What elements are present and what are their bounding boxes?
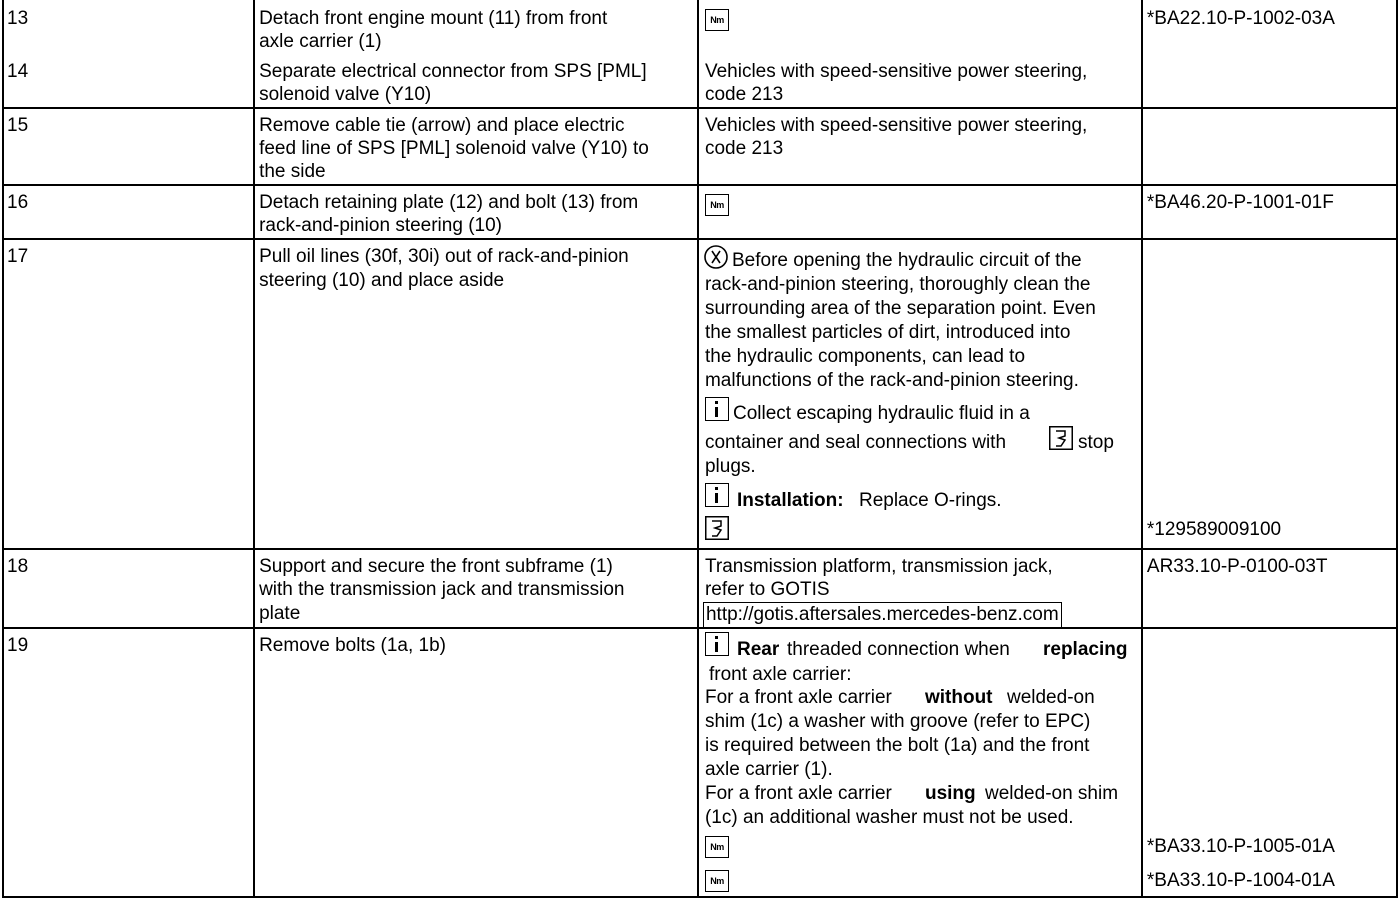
info-line: stop [1077, 432, 1114, 453]
para-text: welded-on [1006, 687, 1095, 708]
description-line: solenoid valve (Y10) [259, 84, 432, 105]
description-line: plate [259, 603, 301, 624]
table-row [3, 628, 1397, 897]
para-bold-text: using [924, 783, 976, 804]
note-cell [698, 0, 1142, 108]
torque-icon[interactable]: Nm [705, 9, 729, 31]
description-line: Pull oil lines (30f, 30i) out of rack-and-pinion [259, 246, 629, 267]
table-row [3, 108, 1397, 185]
step-number: 15 [7, 115, 29, 136]
special-tool-icon[interactable] [1049, 426, 1073, 450]
para-line: is required between the bolt (1a) and the front [704, 735, 1090, 756]
info-line: front axle carrier: [708, 664, 852, 685]
description-line: Remove cable tie (arrow) and place electric [259, 115, 625, 136]
info-bold-text: Rear [736, 639, 780, 660]
note-line: code 213 [704, 84, 784, 105]
table-row [3, 185, 1397, 239]
warning-line: Before opening the hydraulic circuit of the [731, 250, 1082, 271]
description-line: axle carrier (1) [259, 31, 382, 52]
reference-code[interactable]: *BA46.20-P-1001-01F [1146, 192, 1334, 213]
torque-icon[interactable]: Nm [705, 836, 729, 858]
note-line: refer to GOTIS [704, 579, 830, 600]
special-tool-icon[interactable] [705, 516, 729, 540]
info-text: threaded connection when [786, 639, 1010, 660]
note-line: code 213 [704, 138, 784, 159]
description-line: feed line of SPS [PML] solenoid valve (Y10) to [259, 138, 649, 159]
step-number: 16 [7, 192, 29, 213]
para-text: welded-on shim [984, 783, 1119, 804]
reference-code[interactable]: *BA33.10-P-1004-01A [1146, 870, 1335, 891]
para-text: For a front axle carrier [704, 687, 892, 708]
reference-code[interactable]: AR33.10-P-0100-03T [1146, 556, 1328, 577]
info-icon [705, 632, 729, 656]
info-icon [705, 397, 729, 421]
warning-line: the smallest particles of dirt, introduced into [704, 322, 1071, 343]
table-row [3, 239, 1397, 549]
info-line: plugs. [704, 456, 756, 477]
note-line: Vehicles with speed-sensitive power steering, [704, 61, 1088, 82]
reference-code[interactable]: *BA33.10-P-1005-01A [1146, 836, 1335, 857]
para-line: (1c) an additional washer must not be used. [704, 807, 1074, 828]
warning-icon [703, 244, 729, 270]
installation-text: Replace O-rings. [858, 490, 1002, 511]
installation-label: Installation: [736, 490, 844, 511]
description-line: Detach front engine mount (11) from front [259, 8, 608, 29]
step-cell [3, 0, 254, 108]
description-cell [254, 0, 698, 108]
step-number: 18 [7, 556, 29, 577]
para-line: axle carrier (1). [704, 759, 833, 780]
step-number: 14 [7, 61, 29, 82]
torque-icon[interactable]: Nm [705, 870, 729, 892]
info-line: container and seal connections with [704, 432, 1007, 453]
description-line: Detach retaining plate (12) and bolt (13) from [259, 192, 639, 213]
description-line: Separate electrical connector from SPS [PML] [259, 61, 647, 82]
warning-line: surrounding area of the separation point. Even [704, 298, 1096, 319]
warning-line: rack-and-pinion steering, thoroughly clean the [704, 274, 1091, 295]
step-number: 17 [7, 246, 29, 267]
gotis-link[interactable]: http://gotis.aftersales.mercedes-benz.com [703, 602, 1062, 628]
reference-code[interactable]: *BA22.10-P-1002-03A [1146, 8, 1335, 29]
description-line: rack-and-pinion steering (10) [259, 215, 502, 236]
description-line: Support and secure the front subframe (1) [259, 556, 613, 577]
para-bold-text: without [924, 687, 993, 708]
reference-cell [1142, 0, 1397, 108]
table-row [3, 549, 1397, 628]
info-icon [705, 483, 729, 507]
para-line: shim (1c) a washer with groove (refer to EPC) [704, 711, 1091, 732]
note-line: Vehicles with speed-sensitive power steering, [704, 115, 1088, 136]
description-line: steering (10) and place aside [259, 270, 505, 291]
info-bold-text: replacing [1042, 639, 1128, 660]
note-line: Transmission platform, transmission jack, [704, 556, 1053, 577]
tool-part-number[interactable]: *129589009100 [1146, 519, 1282, 540]
description-line: Remove bolts (1a, 1b) [259, 635, 446, 656]
info-line: Collect escaping hydraulic fluid in a [732, 403, 1030, 424]
warning-line: malfunctions of the rack-and-pinion steering. [704, 370, 1079, 391]
procedure-table [2, 0, 1398, 898]
step-number: 19 [7, 635, 29, 656]
description-line: the side [259, 161, 326, 182]
table-row [3, 0, 1397, 108]
para-text: For a front axle carrier [704, 783, 892, 804]
warning-line: the hydraulic components, can lead to [704, 346, 1026, 367]
torque-icon[interactable]: Nm [705, 194, 729, 216]
step-number: 13 [7, 8, 29, 29]
description-line: with the transmission jack and transmission [259, 579, 625, 600]
